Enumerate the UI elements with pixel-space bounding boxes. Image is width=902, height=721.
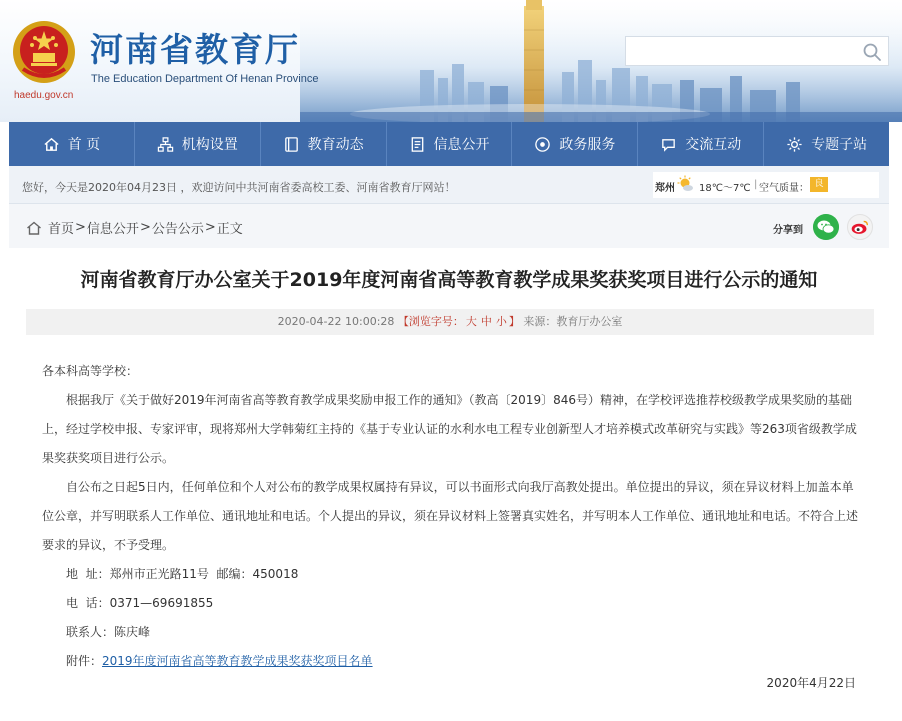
font-size-label-open: 【浏览字号：	[397, 315, 464, 328]
weather-temperature: 18℃～7℃	[699, 183, 751, 194]
salutation: 各本科高等学校：	[42, 364, 139, 378]
site-header	[0, 0, 902, 122]
nav-item-government-services[interactable]	[511, 122, 637, 166]
nav-item-information-disclosure[interactable]	[386, 122, 512, 166]
breadcrumb-current: 正文	[216, 222, 243, 237]
site-title[interactable]: 河南省教育厅	[90, 30, 300, 69]
weibo-share-icon[interactable]	[847, 214, 873, 240]
search-input[interactable]	[626, 37, 854, 65]
contact-address: 地 址：郑州市正光路11号 邮编：450018	[66, 567, 299, 581]
breadcrumb	[26, 218, 243, 237]
nav-item-label: 专题子站	[811, 137, 868, 153]
share-label: 分享到	[773, 225, 803, 236]
weather-separator: |	[754, 179, 758, 190]
contact-phone: 电 话：0371—69691855	[66, 596, 214, 610]
signature-date: 2020年4月22日	[766, 676, 856, 690]
paragraph-1: 根据我厅《关于做好2019年河南省高等教育教学成果奖励申报工作的通知》（教高〔2019〕846号）精神，在学校评选推荐校级教学成果奖励的基础上，经过学校申报、专家评审，现将郑州大学韩菊红主持的《基于专业认证的水利水电工程专业创新型人才培养模式改革研究与实践》等263项省级教学成果奖获奖项目进行公示。	[42, 393, 857, 465]
attachment-link[interactable]: 2019年度河南省高等教育教学成果奖获奖项目名单	[102, 654, 373, 668]
article-title: 河南省教育厅办公室关于2019年度河南省高等教育教学成果奖获奖项目进行公示的通知	[80, 269, 818, 291]
welcome-text: 您好，今天是2020年04月23日 ，欢迎访问中共河南省委高校工委、河南省教育厅网站！	[22, 181, 456, 194]
wechat-share-icon[interactable]	[813, 214, 839, 240]
article-meta	[26, 309, 874, 335]
nav-item-label: 教育动态	[307, 137, 364, 153]
partly-sunny-icon	[677, 175, 695, 193]
home-icon	[43, 136, 60, 153]
national-emblem-icon	[11, 19, 77, 85]
air-quality-badge: 良	[810, 177, 828, 192]
nav-item-label: 机构设置	[181, 137, 238, 153]
breadcrumb-separator: >	[139, 220, 151, 235]
air-quality-label: 空气质量：	[759, 183, 809, 194]
breadcrumb-information-disclosure[interactable]: 信息公开	[86, 222, 139, 237]
breadcrumb-bar	[9, 204, 889, 248]
chat-icon	[660, 136, 677, 153]
weather-city: 郑州	[655, 183, 675, 194]
font-size-medium-button[interactable]: 中	[480, 315, 492, 328]
search-box	[625, 36, 889, 66]
font-size-small-button[interactable]: 小	[495, 315, 507, 328]
nav-item-label: 交流互动	[685, 137, 742, 153]
eye-icon	[534, 136, 551, 153]
search-icon[interactable]	[862, 42, 882, 62]
breadcrumb-separator: >	[204, 220, 216, 235]
document-icon	[409, 136, 426, 153]
gear-icon	[786, 136, 803, 153]
nav-item-label: 信息公开	[433, 137, 490, 153]
article-body	[42, 357, 860, 676]
info-bar	[9, 166, 889, 204]
home-icon	[26, 220, 42, 236]
paragraph-2: 自公布之日起5日内，任何单位和个人对公布的教学成果权属持有异议，可以书面形式向我厅高教处提出。单位提出的异议，须在异议材料上加盖本单位公章，并写明联系人工作单位、通讯地址和电话。个人提出的异议，须在异议材料上签署真实姓名，并写明本人工作单位、通讯地址和电话。不符合上述要求的异议，不予受理。	[42, 480, 859, 552]
site-url: haedu.gov.cn	[14, 90, 74, 101]
nav-item-home[interactable]	[9, 122, 134, 166]
nav-item-organization[interactable]	[134, 122, 260, 166]
breadcrumb-announcements[interactable]: 公告公示	[151, 222, 204, 237]
site-subtitle: The Education Department Of Henan Province	[91, 73, 319, 85]
font-size-label-close: 】	[508, 315, 520, 328]
org-chart-icon	[157, 136, 174, 153]
nav-item-label: 政务服务	[559, 137, 616, 153]
book-icon	[283, 136, 300, 153]
attachment-label: 附件：	[66, 654, 103, 668]
nav-item-education-news[interactable]	[260, 122, 386, 166]
main-nav	[9, 122, 889, 166]
article-source: 来源：教育厅办公室	[523, 315, 623, 328]
nav-item-interaction[interactable]	[637, 122, 763, 166]
nav-item-label: 首 页	[67, 137, 101, 153]
weather-widget	[653, 172, 879, 198]
nav-item-special-topics[interactable]	[763, 122, 889, 166]
publish-date: 2020-04-22 10:00:28	[277, 315, 395, 328]
font-size-large-button[interactable]: 大	[465, 315, 477, 328]
breadcrumb-home[interactable]: 首页	[48, 222, 75, 237]
contact-person: 联系人：陈庆峰	[66, 625, 151, 639]
breadcrumb-separator: >	[75, 220, 86, 235]
